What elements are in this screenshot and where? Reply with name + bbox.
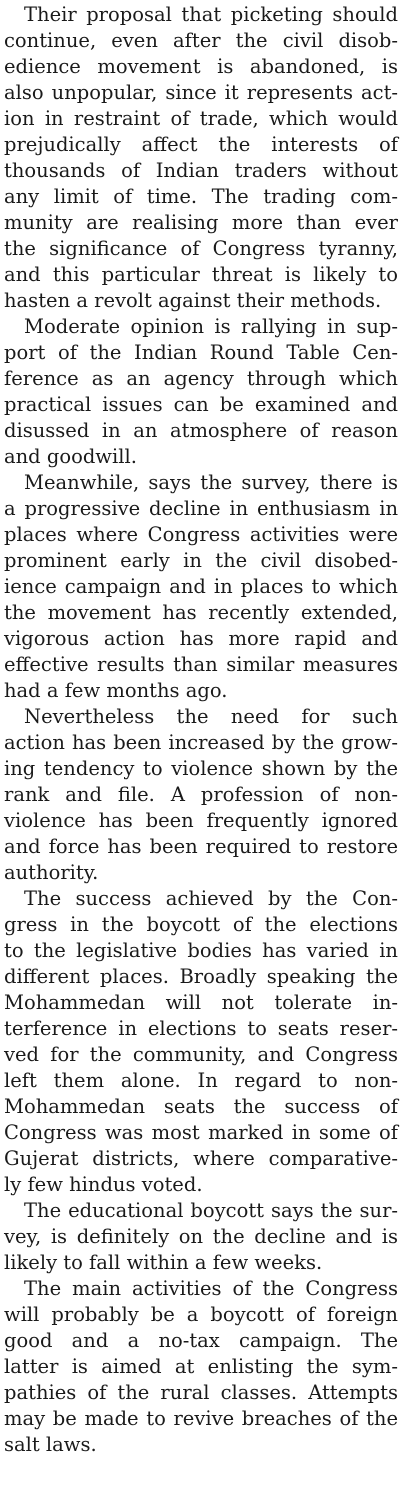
text-line: disussed in an atmosphere of reason — [4, 419, 398, 442]
text-line: ved for the community, and Congress — [4, 1043, 398, 1066]
text-line: good and a no-tax campaign. The — [4, 1329, 398, 1352]
text-line: Nevertheless the need for such — [24, 705, 398, 728]
text-line: to the legislative bodies has varied in — [4, 939, 398, 962]
text-line: port of the Indian Round Table Cen- — [4, 341, 398, 364]
text-line: violence has been frequently ignored — [4, 809, 398, 832]
text-line: munity are realising more than ever — [4, 211, 398, 234]
text-line: Congress was most marked in some of — [4, 1121, 398, 1144]
text-line: the movement has recently extended, — [4, 601, 398, 624]
article-paragraph — [4, 704, 398, 886]
text-line: Meanwhile, says the survey, there is — [24, 471, 398, 494]
text-line: gress in the boycott of the elections — [4, 913, 398, 936]
text-line: and force has been required to restore — [4, 835, 398, 858]
text-line: Mohammedan will not tolerate in- — [4, 991, 398, 1014]
article-paragraph — [4, 470, 398, 704]
text-line: The success achieved by the Con- — [24, 887, 398, 910]
text-line: terference in elections to seats reser- — [4, 1017, 398, 1040]
text-line: latter is aimed at enlisting the sym- — [4, 1355, 398, 1378]
text-line: effective results than similar measures — [4, 653, 398, 676]
text-line: rank and file. A profession of non- — [4, 783, 398, 806]
text-line: continue, even after the civil disob- — [4, 29, 398, 52]
text-line: vigorous action has more rapid and — [4, 627, 398, 650]
text-line: likely to fall within a few weeks. — [4, 1251, 323, 1274]
text-line: ience campaign and in places to which — [4, 575, 398, 598]
text-line: also unpopular, since it represents act- — [4, 81, 398, 104]
text-line: The educational boycott says the sur- — [24, 1199, 398, 1222]
text-line: prejudically affect the interests of — [4, 133, 398, 156]
text-line: Their proposal that picketing should — [24, 3, 398, 26]
text-line: a progressive decline in enthusiasm in — [4, 497, 398, 520]
article-paragraph — [4, 2, 398, 314]
article-paragraph — [4, 1276, 398, 1458]
article-paragraph — [4, 1198, 398, 1276]
text-line: and goodwill. — [4, 445, 137, 468]
text-line: the significance of Congress tyranny, — [4, 237, 398, 260]
text-line: edience movement is abandoned, is — [4, 55, 398, 78]
text-line: any limit of time. The trading com- — [4, 185, 398, 208]
text-line: ly few hindus voted. — [4, 1173, 203, 1196]
text-line: action has been increased by the grow- — [4, 731, 398, 754]
text-line: thousands of Indian traders without — [4, 159, 398, 182]
article-column — [4, 2, 398, 1458]
article-paragraph — [4, 886, 398, 1198]
text-line: ion in restraint of trade, which would — [4, 107, 398, 130]
text-line: places where Congress activities were — [4, 523, 398, 546]
text-line: left them alone. In regard to non- — [4, 1069, 398, 1092]
text-line: The main activities of the Congress — [24, 1277, 398, 1300]
text-line: hasten a revolt against their methods. — [4, 289, 382, 312]
text-line: pathies of the rural classes. Attempts — [4, 1381, 398, 1404]
text-line: Moderate opinion is rallying in sup- — [24, 315, 398, 338]
text-line: ing tendency to violence shown by the — [4, 757, 398, 780]
text-line: had a few months ago. — [4, 679, 228, 702]
text-line: prominent early in the civil disobed- — [4, 549, 398, 572]
text-line: Mohammedan seats the success of — [4, 1095, 398, 1118]
text-line: salt laws. — [4, 1433, 97, 1456]
text-line: different places. Broadly speaking the — [4, 965, 398, 988]
article-paragraph — [4, 314, 398, 470]
text-line: authority. — [4, 861, 99, 884]
text-line: vey, is definitely on the decline and is — [4, 1225, 398, 1248]
text-line: may be made to revive breaches of the — [4, 1407, 398, 1430]
text-line: Gujerat districts, where comparative- — [4, 1147, 398, 1170]
text-line: and this particular threat is likely to — [4, 263, 398, 286]
text-line: will probably be a boycott of foreign — [4, 1303, 398, 1326]
text-line: ference as an agency through which — [4, 367, 398, 390]
text-line: practical issues can be examined and — [4, 393, 398, 416]
